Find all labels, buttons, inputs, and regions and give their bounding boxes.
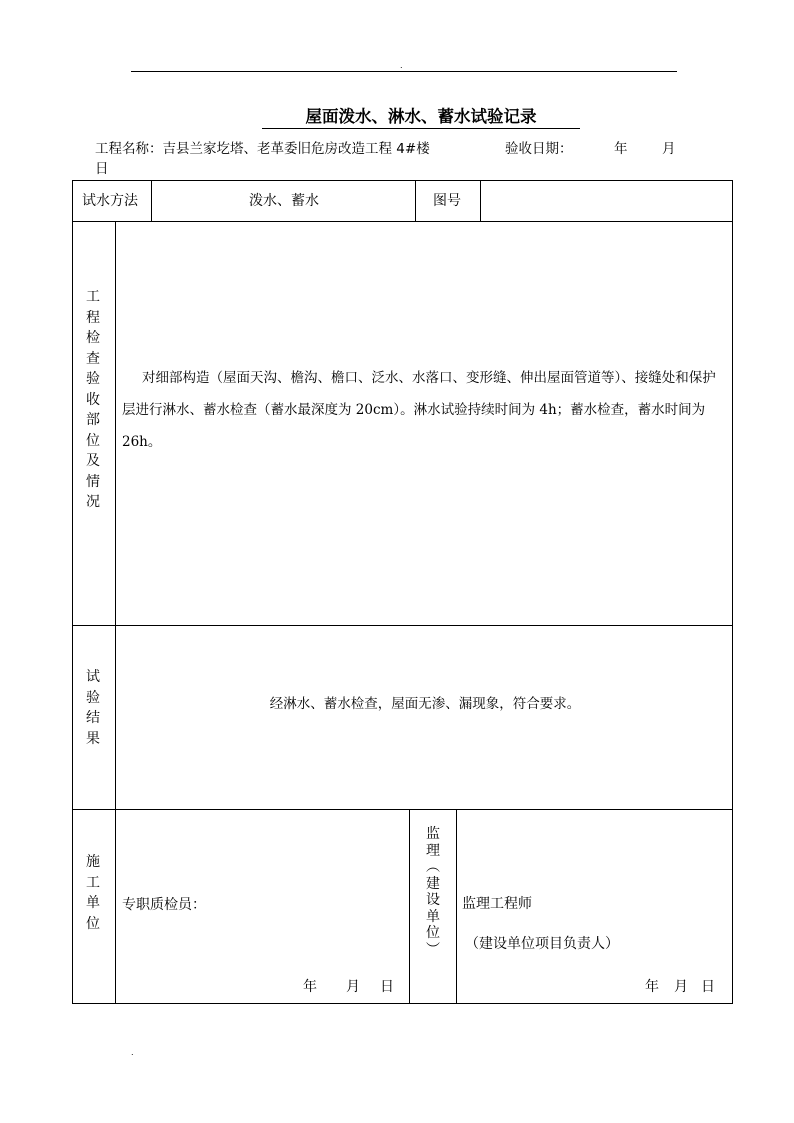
- col-divider: [151, 180, 152, 221]
- supervision-year-label: 年: [645, 979, 659, 995]
- construction-unit-label: 施 工 单 位: [86, 854, 100, 932]
- acceptance-day-label: 日: [95, 161, 109, 177]
- construction-month-label: 月: [346, 979, 360, 995]
- col-divider: [480, 180, 481, 221]
- supervision-unit-label: 监 理 ︵ 建 设 单 位 ︶: [426, 826, 440, 958]
- test-method-label: 试水方法: [82, 193, 138, 209]
- test-method-value: 泼水、蓄水: [249, 193, 319, 209]
- acceptance-month-label: 月: [662, 141, 676, 157]
- footer-dot: .: [131, 1048, 134, 1057]
- project-name: 吉县兰家圪塔、老革委旧危房改造工程 4#楼: [162, 141, 430, 157]
- col-divider: [409, 809, 410, 1004]
- result-section-label: 试 验 结 果: [86, 669, 100, 747]
- supervising-engineer-label: 监理工程师: [462, 896, 532, 912]
- inspection-description: 对细部构造（屋面天沟、檐沟、檐口、泛水、水落口、变形缝、伸出屋面管道等）、接缝处和保护层进行淋水、蓄水检查（蓄水最深度为 20cm）。淋水试验持续时间为 4h；蓄水检查，蓄水时间为 26h。: [122, 370, 716, 450]
- drawing-number-label: 图号: [433, 193, 461, 209]
- construction-day-label: 日: [380, 979, 394, 995]
- col-divider: [456, 809, 457, 1004]
- acceptance-year-label: 年: [614, 141, 628, 157]
- header-dot: .: [400, 61, 403, 70]
- construction-year-label: 年: [303, 979, 317, 995]
- inspection-section-label: 工 程 检 查 验 收 部 位 及 情 况: [86, 289, 100, 510]
- supervision-day-label: 日: [701, 979, 715, 995]
- record-table: [72, 180, 733, 1004]
- row-divider: [72, 625, 733, 626]
- test-result-text: 经淋水、蓄水检查，屋面无渗、漏现象，符合要求。: [269, 696, 581, 712]
- supervision-month-label: 月: [674, 979, 688, 995]
- row-divider: [72, 809, 733, 810]
- owner-representative-label: （建设单位项目负责人）: [465, 936, 619, 952]
- page-title: 屋面泼水、淋水、蓄水试验记录: [262, 107, 580, 129]
- col-divider: [415, 180, 416, 221]
- quality-inspector-label: 专职质检员：: [122, 897, 206, 913]
- header-rule: [131, 71, 677, 72]
- col-divider: [115, 221, 116, 1004]
- acceptance-date-label: 验收日期：: [505, 141, 573, 157]
- row-divider: [72, 221, 733, 222]
- project-info-row: [95, 140, 430, 158]
- project-label: 工程名称：: [95, 141, 163, 157]
